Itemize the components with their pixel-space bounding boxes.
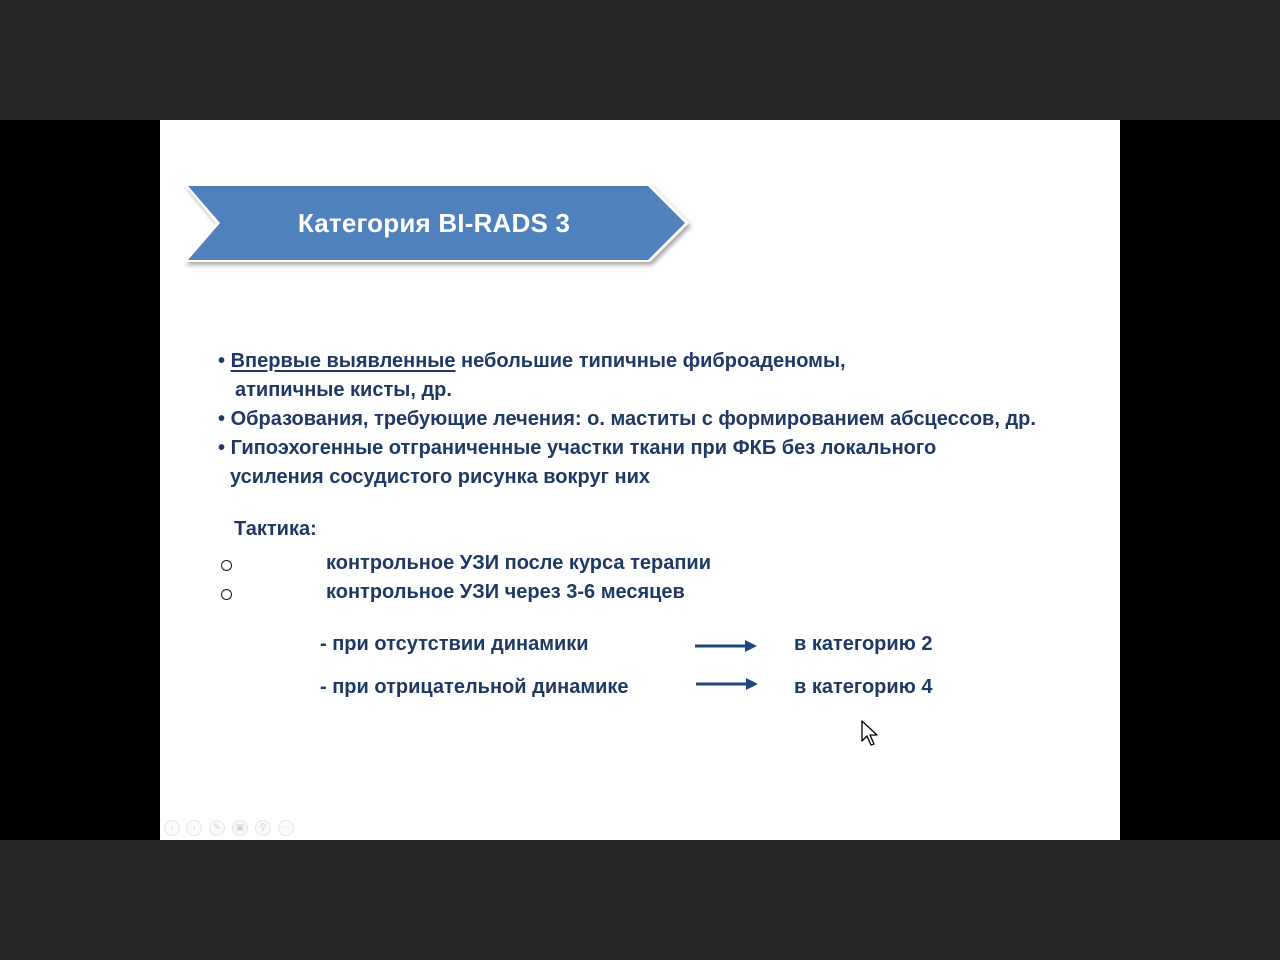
bullet-item-3 — [218, 437, 936, 460]
next-icon[interactable]: › — [186, 820, 202, 836]
tactics-label: Тактика: — [234, 518, 317, 540]
zoom-icon[interactable]: ⚲ — [255, 820, 271, 836]
slides-icon[interactable]: ▣ — [232, 820, 248, 836]
right-arrow-icon — [696, 677, 760, 691]
pen-icon[interactable]: ✎ — [209, 820, 225, 836]
bullet-marker: • — [218, 350, 226, 372]
bullet-text: Гипоэхогенные отграниченные участки ткани при ФКБ без локального — [230, 437, 937, 459]
bullet-text: Образования, требующие лечения: о. маститы с формированием абсцессов, др. — [230, 408, 1036, 430]
bullet-item-1-continuation: атипичные кисты, др. — [235, 379, 452, 401]
mouse-cursor-icon — [861, 720, 881, 748]
tactic-item-2: контрольное УЗИ через 3-6 месяцев — [326, 581, 685, 603]
bullet-marker: • — [218, 408, 226, 430]
bullet-text: небольшие типичные фиброаденомы, — [455, 350, 846, 372]
slide-title: Категория BI-RADS 3 — [297, 208, 571, 238]
right-arrow-icon — [695, 639, 759, 653]
bullet-underlined-text: Впервые выявленные — [230, 350, 456, 372]
outcome-condition-1: - при отсутствии динамики — [320, 633, 589, 655]
prev-icon[interactable]: ‹ — [164, 820, 180, 836]
presentation-slide — [160, 120, 1120, 840]
outcome-condition-2: - при отрицательной динамике — [320, 676, 629, 698]
circle-bullet-icon — [221, 560, 232, 571]
circle-bullet-icon — [221, 589, 232, 600]
bullet-item-1 — [218, 350, 846, 373]
bullet-marker: • — [218, 437, 226, 459]
outcome-result-2: в категорию 4 — [794, 676, 933, 698]
bullet-item-3-continuation: усиления сосудистого рисунка вокруг них — [230, 466, 650, 488]
outcome-result-1: в категорию 2 — [794, 633, 933, 655]
tactic-item-1: контрольное УЗИ после курса терапии — [326, 552, 711, 574]
more-icon[interactable]: ⋯ — [278, 820, 294, 836]
bullet-item-2 — [218, 408, 1036, 431]
title-banner — [184, 184, 689, 266]
